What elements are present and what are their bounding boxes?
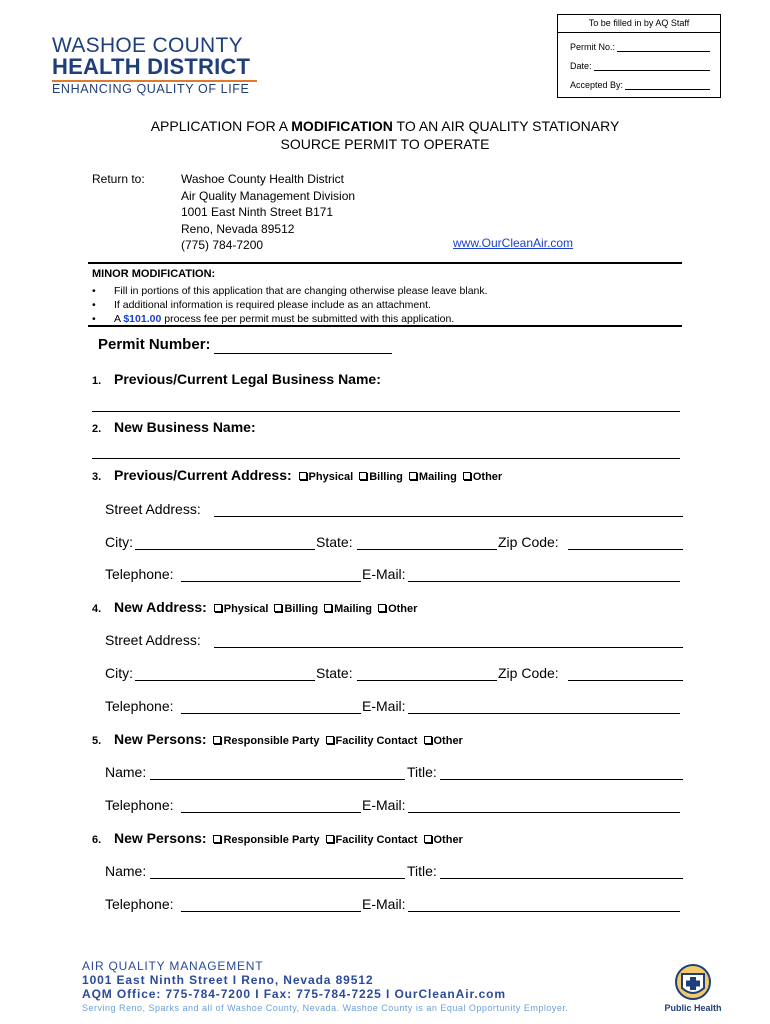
- city-label: City:: [105, 534, 133, 550]
- zip-field[interactable]: [568, 549, 683, 550]
- other-checkbox[interactable]: [463, 472, 471, 480]
- name-field[interactable]: [150, 779, 405, 780]
- new-business-name-field[interactable]: [92, 458, 680, 459]
- return-address-line: Washoe County Health District: [181, 172, 344, 186]
- staff-accepted-by-label: Accepted By:: [570, 80, 624, 90]
- footer-contact: AQM Office: 775-784-7200 I Fax: 775-784-7225 I OurCleanAir.com: [82, 987, 506, 1001]
- fee-amount: $101.00: [123, 313, 162, 325]
- responsible-party-checkbox[interactable]: [213, 835, 221, 843]
- title-label: Title:: [407, 863, 437, 879]
- facility-contact-checkbox[interactable]: [326, 736, 334, 744]
- list-item: • If additional information is required please include as an attachment.: [92, 299, 431, 311]
- email-label: E-Mail:: [362, 896, 406, 912]
- state-label: State:: [316, 534, 353, 550]
- list-item: • A $101.00 process fee per permit must be submitted with this application.: [92, 313, 455, 325]
- title-emphasis: MODIFICATION: [291, 118, 393, 134]
- email-field[interactable]: [408, 713, 680, 714]
- logo-tagline: ENHANCING QUALITY OF LIFE: [52, 82, 250, 96]
- state-field[interactable]: [357, 680, 497, 681]
- logo-title-line2: HEALTH DISTRICT: [52, 54, 251, 79]
- question-6: 6. New Persons: Responsible Party Facility Contact Other: [92, 830, 463, 846]
- staff-accepted-by-row: [570, 80, 710, 90]
- return-address: [181, 171, 355, 254]
- question-6-label: New Persons:: [114, 830, 207, 846]
- return-to-label: Return to:: [92, 172, 145, 186]
- telephone-label: Telephone:: [105, 797, 174, 813]
- city-label: City:: [105, 665, 133, 681]
- title-line2: SOURCE PERMIT TO OPERATE: [280, 136, 490, 152]
- section-divider-top: [88, 262, 682, 264]
- logo-title-line1: WASHOE COUNTY: [52, 34, 243, 57]
- staff-permit-no-label: Permit No.:: [570, 42, 616, 52]
- staff-date-label: Date:: [570, 61, 592, 71]
- form-title: [0, 117, 770, 153]
- physical-checkbox[interactable]: [214, 604, 222, 612]
- email-label: E-Mail:: [362, 698, 406, 714]
- question-1: 1. Previous/Current Legal Business Name:: [92, 371, 381, 387]
- staff-box-divider: [558, 32, 720, 33]
- footer-address: 1001 East Ninth Street I Reno, Nevada 89512: [82, 973, 374, 987]
- website-link[interactable]: www.OurCleanAir.com: [453, 236, 574, 250]
- minor-modification-list: [92, 284, 488, 326]
- minor-modification-title: MINOR MODIFICATION:: [92, 268, 216, 280]
- question-5-label: New Persons:: [114, 731, 207, 747]
- email-field[interactable]: [408, 581, 680, 582]
- previous-business-name-field[interactable]: [92, 411, 680, 412]
- facility-contact-checkbox[interactable]: [326, 835, 334, 843]
- email-label: E-Mail:: [362, 566, 406, 582]
- street-address-label: Street Address:: [105, 501, 201, 517]
- question-3: 3. Previous/Current Address: Physical Billing Mailing Other: [92, 467, 503, 483]
- return-address-line: Reno, Nevada 89512: [181, 221, 295, 236]
- return-address-line: 1001 East Ninth Street B171: [181, 205, 334, 219]
- title-field[interactable]: [440, 878, 683, 879]
- other-checkbox[interactable]: [378, 604, 386, 612]
- street-address-field[interactable]: [214, 647, 683, 648]
- telephone-label: Telephone:: [105, 896, 174, 912]
- telephone-field[interactable]: [181, 911, 361, 912]
- footer-department: AIR QUALITY MANAGEMENT: [82, 959, 264, 973]
- telephone-field[interactable]: [181, 713, 361, 714]
- staff-box-title: To be filled in by AQ Staff: [588, 18, 690, 28]
- zip-label: Zip Code:: [498, 534, 559, 550]
- state-label: State:: [316, 665, 353, 681]
- title-suffix: TO AN AIR QUALITY STATIONARY: [392, 118, 620, 134]
- other-checkbox[interactable]: [424, 736, 432, 744]
- name-label: Name:: [105, 863, 147, 879]
- zip-field[interactable]: [568, 680, 683, 681]
- staff-date-field[interactable]: [594, 62, 710, 71]
- email-field[interactable]: [408, 911, 680, 912]
- zip-label: Zip Code:: [498, 665, 559, 681]
- state-field[interactable]: [357, 549, 497, 550]
- return-address-line: Air Quality Management Division: [181, 188, 356, 203]
- other-checkbox[interactable]: [424, 835, 432, 843]
- footer-disclaimer: Serving Reno, Sparks and all of Washoe County, Nevada. Washoe County is an Equal Opportunity Employer.: [82, 1003, 569, 1013]
- public-health-label: Public Health: [664, 1003, 722, 1013]
- question-2-label: New Business Name:: [114, 419, 256, 435]
- telephone-label: Telephone:: [105, 566, 174, 582]
- question-4-label: New Address:: [114, 599, 207, 615]
- permit-number-field[interactable]: [214, 353, 392, 354]
- question-3-label: Previous/Current Address:: [114, 467, 292, 483]
- street-address-label: Street Address:: [105, 632, 201, 648]
- email-field[interactable]: [408, 812, 680, 813]
- email-label: E-Mail:: [362, 797, 406, 813]
- street-address-field[interactable]: [214, 516, 683, 517]
- telephone-label: Telephone:: [105, 698, 174, 714]
- question-1-label: Previous/Current Legal Business Name:: [114, 371, 381, 387]
- permit-number-label: Permit Number:: [98, 336, 211, 353]
- title-prefix: APPLICATION FOR A: [150, 118, 292, 134]
- staff-permit-no-row: [570, 42, 710, 52]
- telephone-field[interactable]: [181, 812, 361, 813]
- mailing-checkbox[interactable]: [324, 604, 332, 612]
- city-field[interactable]: [135, 549, 315, 550]
- billing-checkbox[interactable]: [274, 604, 282, 612]
- staff-use-box: [557, 14, 721, 98]
- staff-date-row: [570, 61, 710, 71]
- city-field[interactable]: [135, 680, 315, 681]
- staff-permit-no-field[interactable]: [617, 43, 710, 52]
- responsible-party-checkbox[interactable]: [213, 736, 221, 744]
- question-5: 5. New Persons: Responsible Party Facility Contact Other: [92, 731, 463, 747]
- name-label: Name:: [105, 764, 147, 780]
- list-item: • Fill in portions of this application that are changing otherwise please leave blank.: [92, 285, 488, 297]
- billing-checkbox[interactable]: [359, 472, 367, 480]
- question-4: 4. New Address: Physical Billing Mailing Other: [92, 599, 418, 615]
- return-address-phone: (775) 784-7200: [181, 238, 264, 252]
- mailing-checkbox[interactable]: [409, 472, 417, 480]
- title-label: Title:: [407, 764, 437, 780]
- telephone-field[interactable]: [181, 581, 361, 582]
- section-divider-bottom: [88, 325, 682, 327]
- physical-checkbox[interactable]: [299, 472, 307, 480]
- name-field[interactable]: [150, 878, 405, 879]
- title-field[interactable]: [440, 779, 683, 780]
- staff-accepted-by-field[interactable]: [625, 81, 710, 90]
- question-2: 2. New Business Name:: [92, 419, 256, 435]
